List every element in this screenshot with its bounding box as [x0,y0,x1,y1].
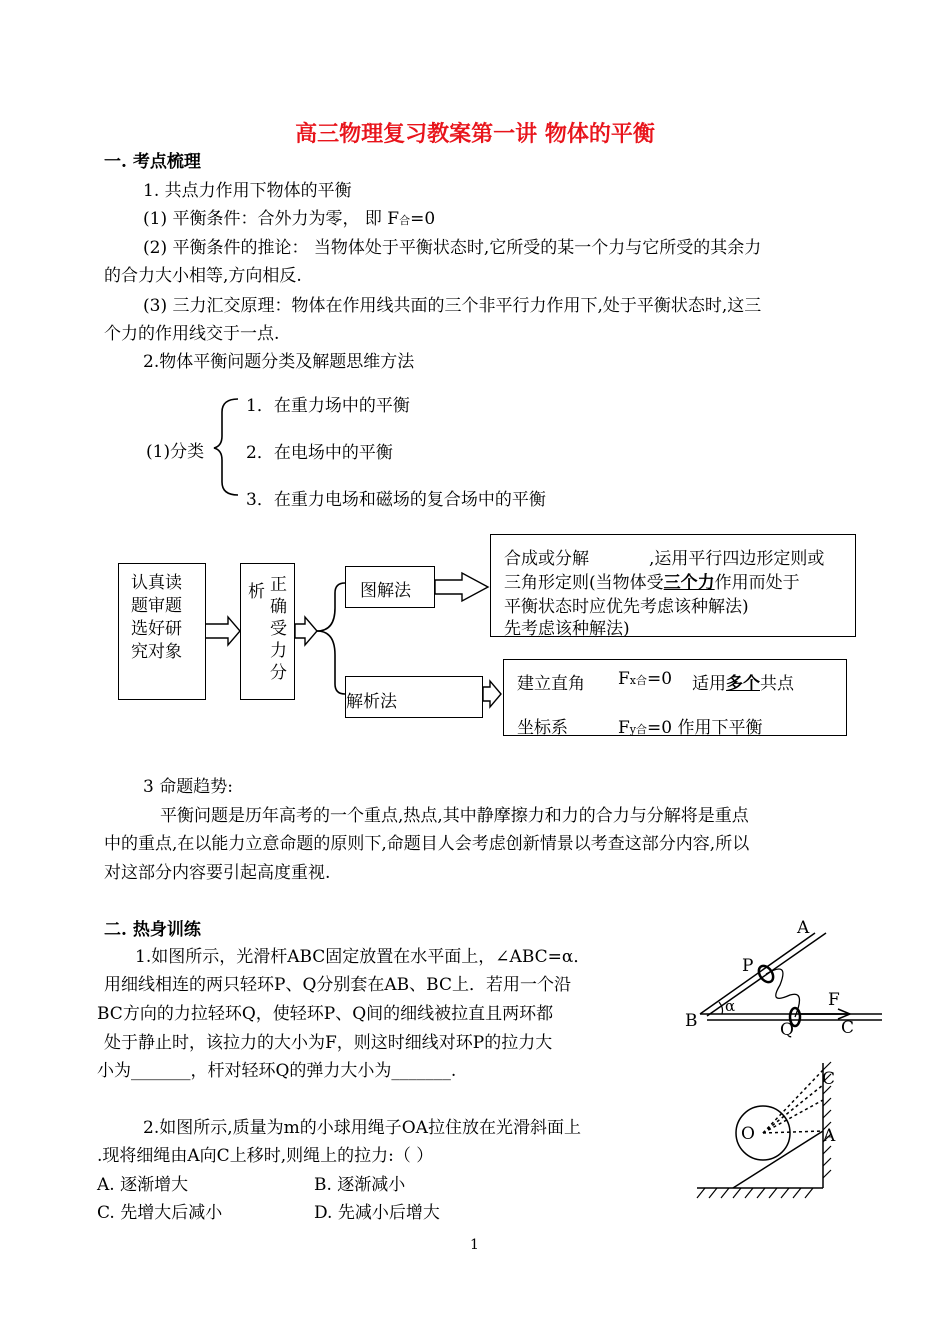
flow-box-force-text: 正确受力分 [270,575,287,683]
q1-line: 处于静止时，该拉力的大小为F，则这时细线对环P的拉力大 [104,1033,553,1053]
class-item-3: 3．在重力电场和磁场的复合场中的平衡 [246,490,546,510]
fig1-label-b: B [685,1011,698,1031]
fig1-label-a: A [797,918,810,938]
coord-line: 建立直角 [517,674,585,694]
flow-box-coordinates [503,659,847,736]
flow-box-read-line: 选好研 [131,619,182,639]
flow-box-read-line: 题审题 [131,596,182,616]
para-2: (1) 平衡条件：合外力为零， 即 F合=0 [143,209,436,229]
flow-box-composition [490,534,856,637]
q1-line: 小为_______，杆对轻环Q的弹力大小为_______. [97,1061,457,1081]
fig1-label-alpha: α [725,997,736,1015]
fig2-label-o: O [741,1124,755,1144]
option-c: C. 先增大后减小 [97,1203,223,1223]
section1-heading: 一. 考点梳理 [104,152,201,172]
option-a: A. 逐渐增大 [97,1175,189,1195]
q2-line: .现将细绳由A向C上移时,则绳上的拉力:（ ） [97,1146,434,1166]
para-5: 2.物体平衡问题分类及解题思维方法 [143,352,415,372]
para-4a: (3) 三力汇交原理：物体在作用线共面的三个非平行力作用下,处于平衡状态时,这三 [143,296,762,316]
classify-label: (1)分类 [146,442,205,462]
option-b: B. 逐渐减小 [314,1175,406,1195]
para-1: 1. 共点力作用下物体的平衡 [143,181,352,201]
flow-box-force-tail: 析 [248,582,265,602]
q1-line: 1.如图所示，光滑杆ABC固定放置在水平面上，∠ABC=α． [135,947,591,967]
fy-equation: Fy合=0 作用下平衡 [618,718,763,738]
class-item-2: 2．在电场中的平衡 [246,443,393,463]
page-number: 1 [470,1237,479,1253]
coord-line: 坐标系 [517,718,568,738]
composition-line: 合成或分解 [504,549,589,569]
fx-equation: Fx合=0 [618,669,673,689]
trend-line: 平衡问题是历年高考的一个重点,热点,其中静摩擦力和力的合力与分解将是重点 [160,806,749,826]
composition-line: 先考虑该种解法) [504,619,630,639]
trend-heading: 3 命题趋势: [143,777,233,797]
apply-text: 适用多个共点 [692,674,794,694]
flow-box-read-line: 认真读 [131,573,182,593]
para-4b: 个力的作用线交于一点. [104,324,280,344]
para-3a: (2) 平衡条件的推论： 当物体处于平衡状态时,它所受的某一个力与它所受的其余力 [143,238,762,258]
fig2-label-c: C [822,1069,836,1089]
fig1-label-f: F [828,990,840,1010]
q1-line: BC方向的力拉轻环Q，使轻环P、Q间的细线被拉直且两环都 [97,1004,554,1024]
flow-box-read-line: 究对象 [131,642,182,662]
fig2-label-a: A [823,1126,836,1146]
flow-box-analytic: 解析法 [345,676,483,718]
flow-box-graphic: 图解法 [345,566,435,608]
composition-line: ,运用平行四边形定则或 [649,549,825,569]
option-d: D. 先减小后增大 [314,1203,440,1223]
trend-line: 中的重点,在以能力立意命题的原则下,命题目人会考虑创新情景以考查这部分内容,所以 [104,834,750,854]
flow-box-force [240,563,295,700]
class-item-1: 1．在重力场中的平衡 [246,396,410,416]
composition-line: 平衡状态时应优先考虑该种解法) [504,597,749,617]
composition-line: 三角形定则(当物体受三个力作用而处于 [504,573,800,593]
figure-ball-incline [697,1062,831,1198]
q2-line: 2.如图所示,质量为m的小球用绳子OA拉住放在光滑斜面上 [143,1118,581,1138]
page-title: 高三物理复习教案第一讲 物体的平衡 [295,121,655,147]
q1-line: 用细线相连的两只轻环P、Q分别套在AB、BC上．若用一个沿 [104,975,571,995]
trend-line: 对这部分内容要引起高度重视. [104,863,331,883]
fig1-label-c: C [841,1018,855,1038]
fig1-label-q: Q [780,1020,794,1040]
flow-box-read [118,563,206,700]
section2-heading: 二. 热身训练 [104,920,201,940]
fig1-label-p: P [742,956,754,976]
para-3b: 的合力大小相等,方向相反. [104,266,302,286]
